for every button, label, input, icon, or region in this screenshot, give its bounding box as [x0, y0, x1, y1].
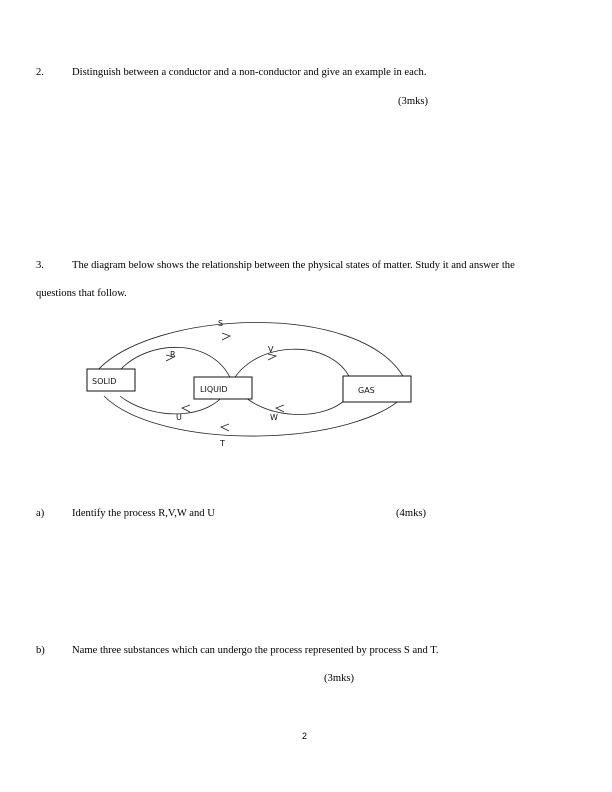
arrowhead-v	[268, 354, 276, 360]
gas-label: GAS	[358, 386, 375, 395]
solid-label: SOLID	[92, 377, 117, 386]
q3-text-line1: The diagram below shows the relationship between the physical states of matter. Study it and answer the	[72, 260, 515, 271]
arrowhead-w	[276, 405, 284, 412]
q3-text-line2: questions that follow.	[36, 288, 127, 299]
process-label-w: W	[270, 413, 278, 422]
q3b-marks: (3mks)	[324, 673, 355, 684]
page-number: 2	[302, 731, 308, 741]
process-label-u: U	[176, 413, 182, 422]
process-label-r: R	[170, 350, 176, 359]
q3a-letter: a)	[36, 508, 45, 519]
q3-number: 3.	[36, 260, 44, 271]
q3a-marks: (4mks)	[396, 508, 427, 519]
arrowhead-u	[182, 405, 190, 412]
q2-marks: (3mks)	[398, 96, 429, 107]
process-label-v: V	[268, 345, 274, 354]
process-label-t: T	[220, 439, 225, 448]
gas-box	[343, 376, 411, 402]
arrowhead-t	[221, 424, 229, 431]
process-s-curve	[96, 322, 404, 378]
q2-text: Distinguish between a conductor and a non-conductor and give an example in each.	[72, 67, 427, 78]
q3a-text: Identify the process R,V,W and U	[72, 508, 215, 519]
q3b-letter: b)	[36, 645, 45, 656]
arrowhead-s	[222, 333, 230, 340]
liquid-label: LIQUID	[200, 385, 228, 394]
process-label-s: S	[218, 319, 224, 328]
q2-number: 2.	[36, 67, 44, 78]
q3b-text: Name three substances which can undergo the process represented by process S and T.	[72, 645, 439, 656]
